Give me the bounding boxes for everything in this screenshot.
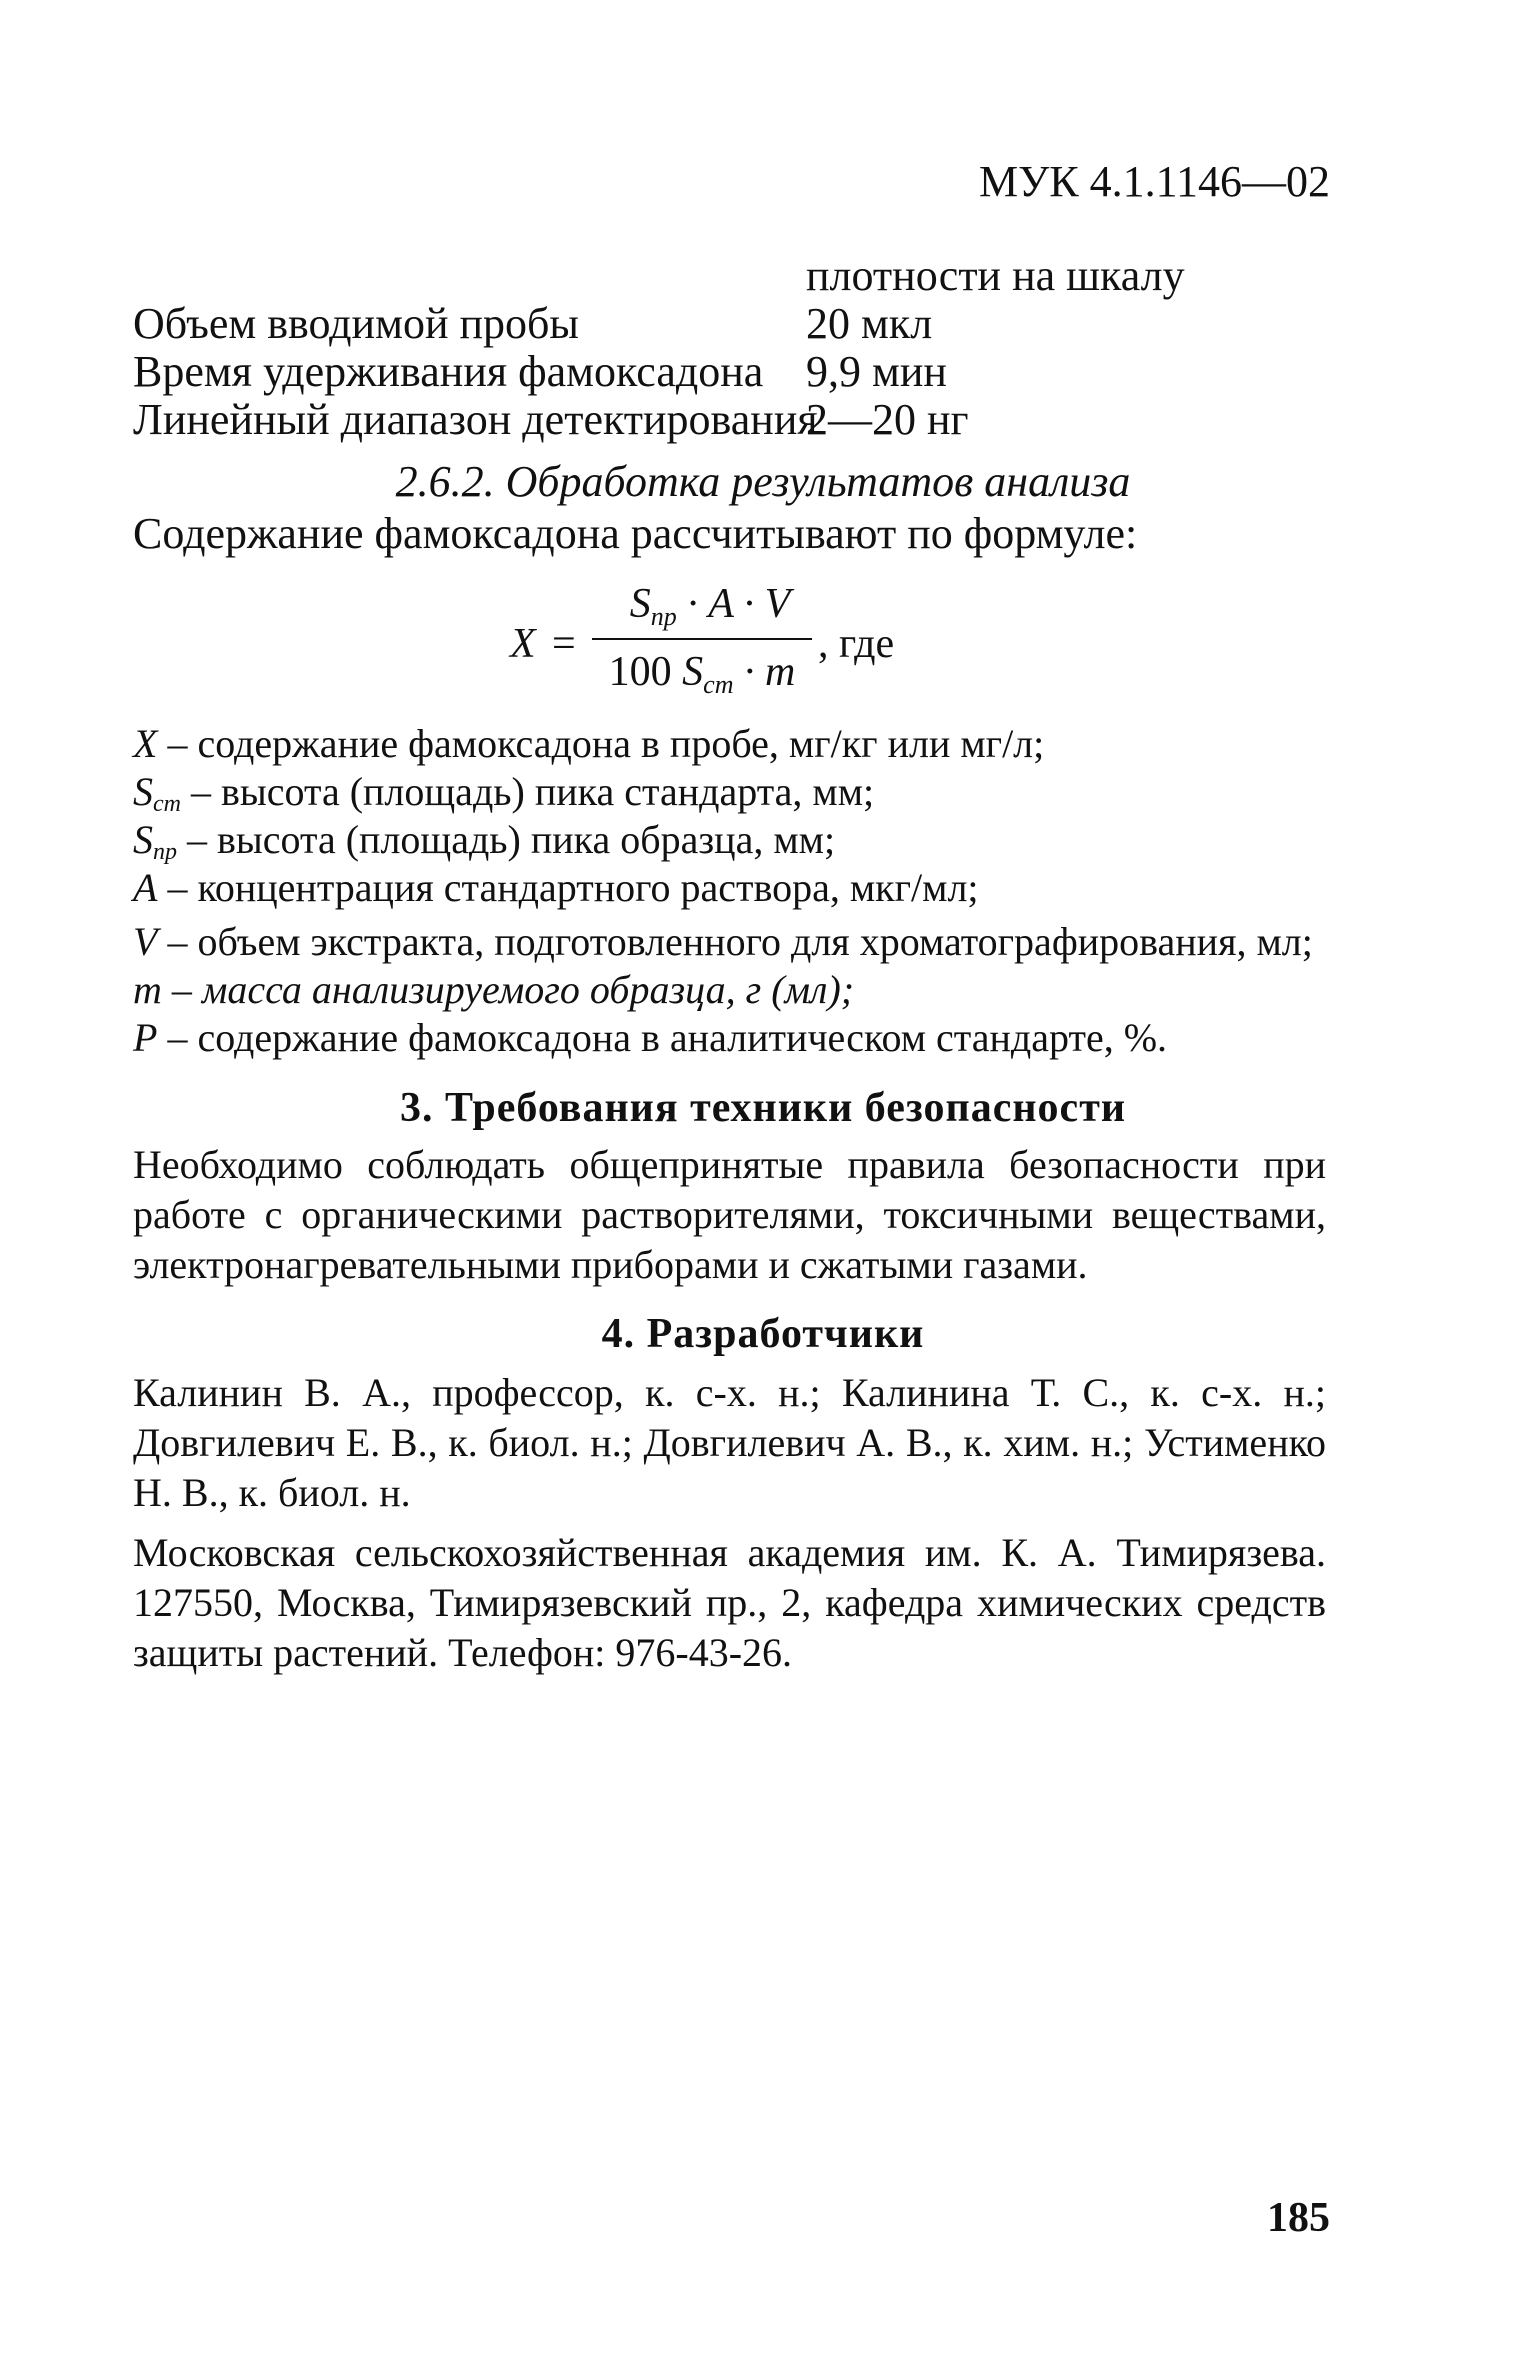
formula-lhs: X: [510, 621, 536, 667]
document-code: МУК 4.1.1146—02: [979, 157, 1330, 206]
definition-m: m – масса анализируемого образца, г (мл);: [133, 967, 855, 1012]
formula-numerator: $S_{пр} \cdot A \cdot V$: [629, 581, 791, 631]
definition-a: A – концентрация стандартного раствора, мкг/мл;: [133, 865, 979, 910]
formula-denominator: 100 $S_{ст} \cdot m$: [608, 649, 796, 699]
developers-list: Калинин В. А., профессор, к. с-х. н.; Калинина Т. С., к. с-х. н.; Довгилевич Е. В., к. биол. н.; Довгилевич А. В., к. хим. н.; Устименко Н. В., к. биол. н.: [133, 1370, 1326, 1515]
param-label-injection-volume: Объем вводимой пробы: [133, 299, 579, 348]
formula-intro: Содержание фамоксадона рассчитывают по формуле:: [133, 509, 1138, 558]
fraction-line: [592, 638, 812, 640]
param-label-linear-range: Линейный диапазон детектирования: [133, 395, 818, 444]
definition-s-standard: $S_{ст}$ – высота (площадь) пика стандарта, мм;: [133, 769, 875, 817]
page-number: 185: [1267, 2195, 1330, 2241]
param-value-linear-range: 2—20 нг: [806, 395, 969, 444]
section-4-title: 4. Разработчики: [601, 1311, 925, 1357]
calculation-formula: [510, 580, 930, 710]
formula-where: , где: [818, 621, 895, 667]
subsection-title: 2.6.2. Обработка результатов анализа: [395, 457, 1131, 506]
definition-v: V – объем экстракта, подготовленного для хроматографирования, мл;: [133, 919, 1313, 964]
organization-address: Московская сельскохозяйственная академия им. К. А. Тимирязева. 127550, Москва, Тимирязевский пр., 2, кафедра химических средств защиты растений. Телефон: 976-43-26.: [133, 1530, 1326, 1675]
param-value-injection-volume: 20 мкл: [806, 299, 933, 348]
param-value-retention-time: 9,9 мин: [806, 347, 947, 396]
definition-s-sample: $S_{пр}$ – высота (площадь) пика образца, мм;: [133, 817, 836, 865]
param-label-retention-time: Время удерживания фамоксадона: [133, 347, 764, 396]
section-3-title: 3. Требования техники безопасности: [399, 1085, 1127, 1131]
param-continuation: плотности на шкалу: [806, 251, 1185, 300]
definition-p: P – содержание фамоксадона в аналитическом стандарте, %.: [133, 1015, 1168, 1060]
formula-equals: =: [552, 621, 576, 667]
definition-x: X – содержание фамоксадона в пробе, мг/кг или мг/л;: [133, 721, 1045, 766]
section-3-text: Необходимо соблюдать общепринятые правила безопасности при работе с органическими растворителями, токсичными веществами, электронагревательными приборами и сжатыми газами.: [133, 1142, 1326, 1287]
